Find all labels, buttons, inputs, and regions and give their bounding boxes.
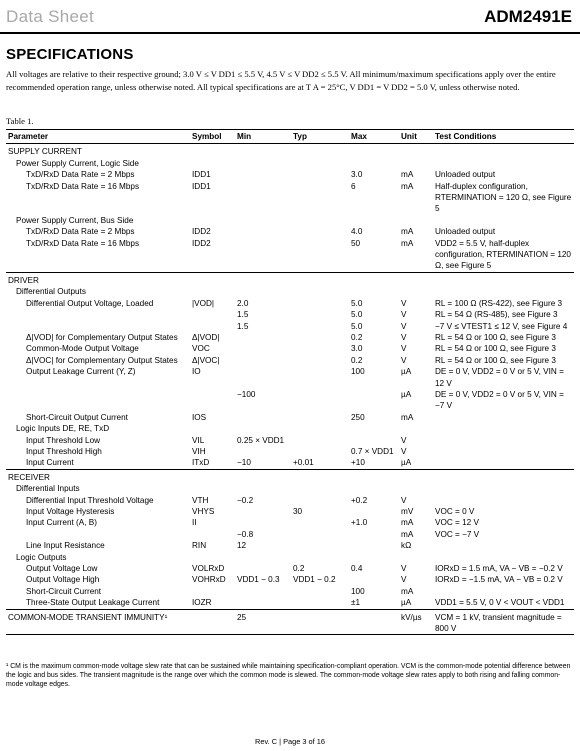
cell-test-conditions [433,457,574,469]
cell-parameter [6,309,190,320]
col-header-min: Min [235,130,291,144]
cell-unit: µA [401,367,412,377]
table-row [6,169,574,180]
cell-unit [399,483,433,494]
cell-symbol [190,272,235,286]
cell-typ [291,435,349,446]
cell-typ: +0.01 [293,458,314,468]
cell-typ [291,144,349,158]
cell-unit: µA [401,389,412,399]
cell-symbol: VHYS [192,507,215,516]
cell-symbol: Δ|VOD| [192,332,220,342]
cell-max [349,423,399,434]
cell-unit [399,423,433,434]
page-header [0,0,580,34]
cell-symbol [190,483,235,494]
cell-symbol: IDD1 [192,170,211,180]
cell-max: 3.0 [351,344,363,354]
cell-parameter: Differential Inputs [16,484,80,494]
cell-min [235,343,291,354]
cell-parameter: Differential Input Threshold Voltage [26,495,154,505]
cell-symbol [190,144,235,158]
cell-max [349,529,399,540]
cell-test-conditions: Half-duplex configuration, RTERMINATION = 120 Ω, see Figure 5 [435,181,572,214]
cell-symbol: IDD1 [192,181,211,191]
cell-test-conditions [433,469,574,483]
cell-max: 6 [351,181,356,191]
cell-max: 100 [351,586,365,596]
cell-typ [291,309,349,320]
cell-symbol: IDD2 [192,238,211,248]
cell-min [235,446,291,457]
table-row [6,563,574,574]
cell-parameter: DRIVER [6,272,190,286]
cell-max [349,552,399,563]
cell-unit [399,272,433,286]
table-caption: Table 1. [6,116,34,126]
table-row [6,529,574,540]
cell-parameter: Short-Circuit Output Current [26,412,128,422]
cell-unit [399,286,433,297]
cell-symbol [190,529,235,540]
cell-symbol: VIH [192,446,206,456]
cell-unit: mA [401,170,414,180]
cell-parameter: Short-Circuit Current [26,586,102,596]
cell-symbol [190,469,235,483]
cell-min [235,552,291,563]
cell-symbol [190,389,235,412]
table-header-row [6,130,574,144]
table-row [6,226,574,237]
cell-max [349,389,399,412]
cell-typ [291,495,349,506]
cell-typ [291,272,349,286]
table-row [6,423,574,434]
cell-parameter: Input Current (A, B) [26,518,97,528]
table-row [6,435,574,446]
cell-typ [291,446,349,457]
cell-unit [399,144,433,158]
cell-max: 50 [351,238,361,248]
cell-symbol: ITxD [192,458,210,468]
table-row [6,609,574,635]
cell-typ [291,238,349,273]
cell-parameter: Output Leakage Current (Y, Z) [26,367,136,377]
cell-typ [291,423,349,434]
cell-unit: V [401,298,407,308]
cell-typ [291,343,349,354]
cell-min [235,272,291,286]
table-row [6,272,574,286]
header-part-number: ADM2491E [484,7,572,26]
cell-unit [399,215,433,226]
cell-min: 1.5 [237,310,249,320]
table-row [6,540,574,551]
cell-test-conditions [433,423,574,434]
cell-max: +0.2 [351,495,368,505]
cell-min [235,423,291,434]
cell-unit: mA [401,529,414,539]
cell-test-conditions: DE = 0 V, VDD2 = 0 V or 5 V, VIN = −7 V [435,389,564,411]
cell-min [235,366,291,389]
table-row [6,309,574,320]
cell-min: VDD1 − 0.3 [237,575,280,585]
cell-typ [291,389,349,412]
cell-test-conditions: VOC = 12 V [435,518,479,528]
cell-symbol [190,158,235,169]
cell-test-conditions: IORxD = −1.5 mA, VA − VB = 0.2 V [435,575,563,585]
cell-min [235,597,291,609]
col-header-parameter: Parameter [6,130,190,144]
cell-symbol [190,309,235,320]
cell-unit: V [401,344,407,354]
cell-max: 0.4 [351,564,363,574]
table-row [6,517,574,528]
cell-parameter: Common-Mode Output Voltage [26,344,139,354]
cell-typ [291,609,349,635]
cell-symbol: VIL [192,435,205,445]
cell-parameter: Power Supply Current, Bus Side [16,215,134,225]
cell-min [235,563,291,574]
cell-symbol [190,286,235,297]
cell-typ [291,181,349,215]
cell-symbol: VOLRxD [192,564,225,574]
cell-parameter: Logic Outputs [16,552,67,562]
cell-max [349,483,399,494]
cell-unit: V [401,495,407,505]
cell-parameter [6,321,190,332]
cell-min [235,215,291,226]
cell-max [349,469,399,483]
cell-typ: 30 [293,507,303,516]
table-row [6,469,574,483]
cell-min [235,355,291,366]
cell-parameter: Input Threshold High [26,446,102,456]
cell-parameter: Output Voltage Low [26,564,98,574]
cell-parameter: RECEIVER [6,469,190,483]
cell-min [235,226,291,237]
cell-min: 12 [237,541,247,551]
cell-unit: V [401,564,407,574]
cell-max: +10 [351,458,365,468]
table-row [6,483,574,494]
cell-max [349,435,399,446]
cell-symbol: IOS [192,412,207,422]
table-row [6,144,574,158]
cell-min: 2.0 [237,298,249,308]
table-row [6,597,574,609]
cell-parameter: Input Current [26,458,74,468]
cell-min [235,238,291,273]
cell-max: +1.0 [351,518,368,528]
table-row [6,215,574,226]
cell-max [349,574,399,585]
cell-max [349,272,399,286]
table-row [6,412,574,423]
cell-test-conditions [433,435,574,446]
cell-test-conditions [433,552,574,563]
cell-typ [291,298,349,309]
cell-max: 3.0 [351,170,363,180]
cell-min [235,517,291,528]
cell-unit: V [401,310,407,320]
col-header-test-conditions: Test Conditions [433,130,574,144]
cell-unit: mA [401,227,414,237]
table-row [6,321,574,332]
table-row [6,457,574,469]
cell-min [235,181,291,215]
cell-typ [291,355,349,366]
cell-max [349,158,399,169]
cell-max [349,215,399,226]
cell-unit [399,469,433,483]
cell-test-conditions [433,412,574,423]
cell-symbol: IO [192,367,201,377]
cell-typ [291,517,349,528]
cell-parameter: Differential Outputs [16,287,86,297]
cell-min [235,506,291,517]
header-rule [0,32,580,34]
cell-min [235,469,291,483]
intro-paragraph: All voltages are relative to their respective ground; 3.0 V ≤ V DD1 ≤ 5.5 V, 4.5 V ≤ V DD2 ≤ 5.5 V. All minimum/maximum specifications apply over the entire recommended operation range, unless otherwise noted. All typical specifications are at T A = 25°C, V DD1 = V DD2 = 5.0 V, unless otherwise noted. [6,69,556,92]
cell-min [235,144,291,158]
cell-test-conditions: RL = 54 Ω or 100 Ω, see Figure 3 [435,355,556,365]
cell-typ [291,483,349,494]
cell-unit: mA [401,238,414,248]
cell-parameter: Output Voltage High [26,575,100,585]
cell-test-conditions: VOC = −7 V [435,529,480,539]
cell-typ [291,366,349,389]
cell-test-conditions [433,144,574,158]
cell-symbol [190,552,235,563]
table-body [6,144,574,635]
cell-unit: mA [401,586,414,596]
cell-symbol [190,423,235,434]
table-row [6,366,574,389]
cell-test-conditions: RL = 54 Ω (RS-485), see Figure 3 [435,310,558,320]
col-header-max: Max [349,130,399,144]
cell-max [349,144,399,158]
cell-unit: mV [401,507,414,516]
cell-parameter: Power Supply Current, Logic Side [16,158,139,168]
cell-test-conditions [433,483,574,494]
cell-test-conditions [433,158,574,169]
cell-test-conditions: VOC = 0 V [435,507,475,516]
cell-parameter [6,529,190,540]
cell-symbol: II [192,518,197,528]
table-row [6,158,574,169]
cell-symbol [190,609,235,635]
cell-unit: V [401,332,407,342]
cell-min: −0.8 [237,529,254,539]
table-row [6,238,574,273]
cell-typ [291,332,349,343]
cell-max: 5.0 [351,310,363,320]
table-row [6,586,574,597]
cell-unit: µA [401,598,412,608]
cell-unit [399,552,433,563]
cell-typ [291,321,349,332]
cell-typ [291,215,349,226]
cell-parameter: Δ|VOD| for Complementary Output States [26,332,178,342]
cell-parameter: TxD/RxD Data Rate = 16 Mbps [26,181,140,191]
cell-test-conditions: VCM = 1 kV, transient magnitude = 800 V [433,609,574,635]
table-row [6,506,574,517]
page-footer: Rev. C | Page 3 of 16 [255,737,325,746]
cell-test-conditions [433,586,574,597]
cell-parameter: Input Threshold Low [26,435,101,445]
cell-parameter [6,389,190,412]
table-row [6,343,574,354]
table-row [6,181,574,215]
cell-parameter: Logic Inputs DE, RE, TxD [16,424,110,434]
cell-min: 1.5 [237,321,249,331]
cell-typ [291,158,349,169]
cell-unit: kΩ [401,541,412,551]
cell-test-conditions: RL = 54 Ω or 100 Ω, see Figure 3 [435,332,556,342]
cell-typ [291,169,349,180]
cell-test-conditions [433,495,574,506]
cell-symbol: IOZR [192,598,212,608]
cell-test-conditions: DE = 0 V, VDD2 = 0 V or 5 V, VIN = 12 V [435,367,564,388]
cell-parameter: Input Voltage Hysteresis [26,507,115,516]
cell-min: 0.25 × VDD1 [237,435,285,445]
cell-test-conditions: VDD2 = 5.5 V, half-duplex configuration, RTERMINATION = 120 Ω, see Figure 5 [435,238,571,271]
cell-typ: VDD1 − 0.2 [293,575,336,585]
cell-min [235,332,291,343]
cell-typ [291,586,349,597]
cell-unit: V [401,575,407,585]
cell-max: ±1 [351,598,361,608]
cell-test-conditions: IORxD = 1.5 mA, VA − VB = −0.2 V [435,564,563,574]
cell-typ [291,552,349,563]
cell-unit: V [401,435,407,445]
cell-max: 0.7 × VDD1 [351,446,394,456]
cell-parameter: Differential Output Voltage, Loaded [26,298,154,308]
col-header-unit: Unit [399,130,433,144]
cell-min [235,412,291,423]
cell-parameter: TxD/RxD Data Rate = 16 Mbps [26,238,140,248]
col-header-typ: Typ [291,130,349,144]
cell-unit: kV/µs [399,609,433,635]
cell-parameter: TxD/RxD Data Rate = 2 Mbps [26,227,135,237]
col-header-symbol: Symbol [190,130,235,144]
cell-symbol [190,215,235,226]
cell-min [235,586,291,597]
cell-test-conditions [433,446,574,457]
cell-parameter: Δ|VOC| for Complementary Output States [26,355,178,365]
cell-typ [291,412,349,423]
cell-typ [291,540,349,551]
cell-min [235,483,291,494]
cell-test-conditions: RL = 100 Ω (RS-422), see Figure 3 [435,298,563,308]
table-row [6,574,574,585]
cell-min: 25 [235,609,291,635]
cell-symbol: RIN [192,541,207,551]
cell-symbol [190,321,235,332]
cell-symbol: VOC [192,344,210,354]
table-row [6,355,574,366]
cell-max [349,540,399,551]
cell-max [349,286,399,297]
cell-parameter: SUPPLY CURRENT [8,147,82,157]
cell-unit: V [401,355,407,365]
cell-unit: mA [401,412,414,422]
table-row [6,446,574,457]
table-row [6,389,574,412]
cell-max: 5.0 [351,298,363,308]
cell-typ [291,226,349,237]
cell-typ: 0.2 [293,564,305,574]
cell-test-conditions [433,215,574,226]
cell-unit: µA [401,458,412,468]
header-doc-type: Data Sheet [6,7,95,26]
cell-symbol: Δ|VOC| [192,355,220,365]
footnote: ¹ CM is the maximum common-mode voltage slew rate that can be sustained while maintaining specification-compliant operation. VCM is the common-mode potential difference between the logic and bus sides. The transient magnitude is the range over which the common mode is slewed. The common-mode voltage slew rates apply to both rising and falling common-mode voltage edges. [6,663,571,688]
cell-max: 100 [351,367,365,377]
table-row [6,298,574,309]
cell-parameter: Three-State Output Leakage Current [26,598,160,608]
cell-typ [291,529,349,540]
cell-test-conditions: −7 V ≤ VTEST1 ≤ 12 V, see Figure 4 [435,321,568,331]
table-row [6,286,574,297]
cell-typ [291,469,349,483]
cell-min: −0.2 [237,495,254,505]
cell-typ [291,286,349,297]
cell-test-conditions: Unloaded output [435,227,496,237]
cell-max [349,609,399,635]
cell-test-conditions [433,272,574,286]
cell-unit [399,158,433,169]
cell-max: 250 [351,412,365,422]
cell-max: 0.2 [351,332,363,342]
cell-unit: V [401,321,407,331]
cell-max: 0.2 [351,355,363,365]
cell-unit: mA [401,181,414,191]
cell-max [349,506,399,517]
cell-min [235,158,291,169]
cell-parameter: COMMON-MODE TRANSIENT IMMUNITY¹ [6,609,190,635]
cell-symbol: VTH [192,495,209,505]
cell-test-conditions: Unloaded output [435,170,496,180]
cell-test-conditions [433,286,574,297]
cell-parameter: TxD/RxD Data Rate = 2 Mbps [26,170,135,180]
table-row [6,495,574,506]
cell-min [235,169,291,180]
cell-symbol: VOHRxD [192,575,226,585]
section-title: SPECIFICATIONS [6,46,134,63]
cell-unit: mA [401,518,414,528]
table-row [6,332,574,343]
cell-symbol: |VOD| [192,298,214,308]
cell-min [235,286,291,297]
table-row [6,552,574,563]
cell-parameter: Line Input Resistance [26,541,105,551]
cell-test-conditions: VDD1 = 5.5 V, 0 V < VOUT < VDD1 [435,598,565,608]
cell-test-conditions [433,540,574,551]
cell-max: 4.0 [351,227,363,237]
spec-table [6,129,574,635]
cell-symbol: IDD2 [192,227,211,237]
cell-min: −10 [237,458,251,468]
cell-test-conditions: RL = 54 Ω or 100 Ω, see Figure 3 [435,344,556,354]
cell-max: 5.0 [351,321,363,331]
cell-unit: V [401,446,407,456]
cell-symbol [190,586,235,597]
cell-typ [291,597,349,609]
cell-min: −100 [237,389,256,399]
